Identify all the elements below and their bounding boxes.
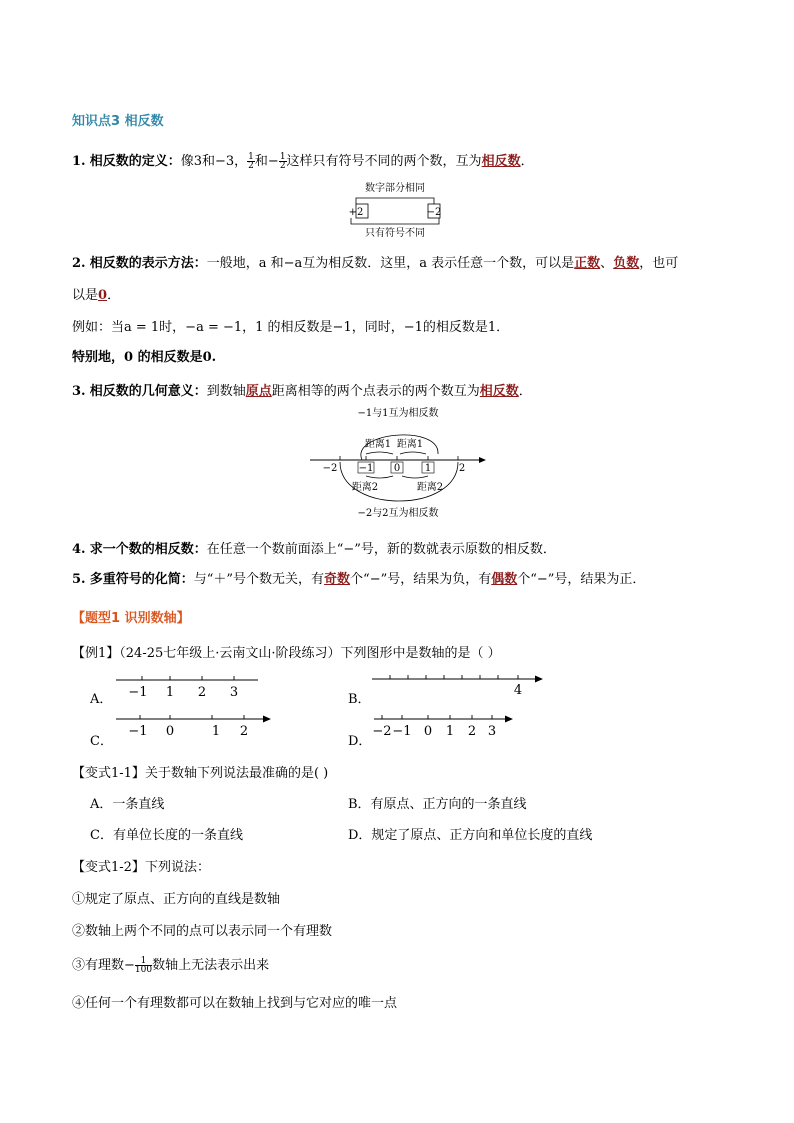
svg-text:0: 0 [393,463,401,474]
option-c-letter[interactable]: C． [90,734,113,749]
example-1-question: 【例1】（24-25七年级上·云南文山·阶段练习）下列图形中是数轴的是（ ） [72,646,501,661]
option-a-number-line [112,672,262,704]
svg-text:3: 3 [229,685,239,700]
option-b-letter[interactable]: B． [348,692,371,707]
svg-text:距离2: 距离2 [351,482,379,493]
svg-text:距离1: 距离1 [396,439,424,450]
svg-text:−2: −2 [372,724,392,739]
svg-text:+2: +2 [348,207,364,218]
svg-text:2: 2 [239,724,249,739]
svg-text:−2与2互为相反数: −2与2互为相反数 [357,508,439,519]
option-d-letter[interactable]: D． [348,734,372,749]
svg-text:距离2: 距离2 [416,482,444,493]
svg-text:数字部分相同: 数字部分相同 [365,183,425,194]
answer-blank: 相反数 [481,154,521,169]
svg-text:1: 1 [445,724,455,739]
svg-text:1: 1 [211,724,221,739]
svg-text:只有符号不同: 只有符号不同 [365,228,425,239]
svg-text:1: 1 [165,685,175,700]
svg-text:−1: −1 [358,463,374,474]
paragraph-definition: 1. 相反数的定义：像3和−3， $\frac{1}{2}$ 和− $\frac{1}{2}$ 这样只有符号不同的两个数，互为相反数． [72,152,534,171]
option-d-number-line [368,710,518,742]
statement-2: ②数轴上两个不同的点可以表示同一个有理数 [72,924,333,939]
opposite-number-figure [340,178,450,240]
svg-text:0: 0 [165,724,175,739]
paragraph-representation: 2. 相反数的表示方法：一般地，a 和−a互为相反数．这里，a 表示任意一个数，可以是正数、负数，也可 [72,256,679,271]
example-text: 例如：当a = 1时，−a = −1，1 的相反数是−1，同时，−1的相反数是1． [72,320,510,335]
variant-1-1-option-b[interactable]: B．有原点、正方向的一条直线 [348,797,527,812]
statement-4: ④任何一个有理数都可以在数轴上找到与它对应的唯一点 [72,996,398,1011]
variant-1-2-question: 【变式1-2】下列说法： [72,860,210,875]
svg-text:−2: −2 [322,463,338,474]
svg-text:4: 4 [513,683,523,696]
svg-text:−1: −1 [128,685,148,700]
paragraph-find-opposite: 4. 求一个数的相反数：在任意一个数前面添上“−”号，新的数就表示原数的相反数． [72,542,556,557]
svg-text:1: 1 [424,463,432,474]
variant-1-1-option-d[interactable]: D．规定了原点、正方向和单位长度的直线 [348,828,593,843]
special-note: 特别地，0 的相反数是0. [72,350,217,365]
svg-text:距离1: 距离1 [364,439,392,450]
svg-text:−2: −2 [426,207,442,218]
svg-text:3: 3 [487,724,497,739]
svg-text:−1: −1 [392,724,412,739]
variant-1-1-option-c[interactable]: C．有单位长度的一条直线 [90,828,243,843]
statement-3: ③有理数− $\frac{1}{100}$ 数轴上无法表示出来 [72,956,270,975]
svg-text:−1与1互为相反数: −1与1互为相反数 [357,408,439,419]
option-b-number-line [368,668,548,696]
option-a-letter[interactable]: A． [90,692,113,707]
svg-text:−1: −1 [128,724,148,739]
svg-text:2: 2 [197,685,207,700]
svg-text:0: 0 [423,724,433,739]
section-title: 知识点3 相反数 [72,114,164,129]
variant-1-1-question: 【变式1-1】关于数轴下列说法最准确的是( ) [72,766,329,781]
number-line-distance-figure [300,402,500,524]
svg-text:2: 2 [467,724,477,739]
variant-1-1-option-a[interactable]: A．一条直线 [90,797,165,812]
option-c-number-line [112,710,277,742]
paragraph-simplify-signs: 5. 多重符号的化简：与“＋”号个数无关，有奇数个“−”号，结果为负，有偶数个“−”号，结果为正． [72,572,646,587]
svg-text:2: 2 [458,463,466,474]
paragraph-geometric: 3. 相反数的几何意义：到数轴原点距离相等的两个点表示的两个数互为相反数． [72,384,532,399]
statement-1: ①规定了原点、正方向的直线是数轴 [72,892,281,907]
topic-heading: 【题型1 识别数轴】 [72,611,190,626]
paragraph-representation-cont: 以是0． [72,288,121,303]
